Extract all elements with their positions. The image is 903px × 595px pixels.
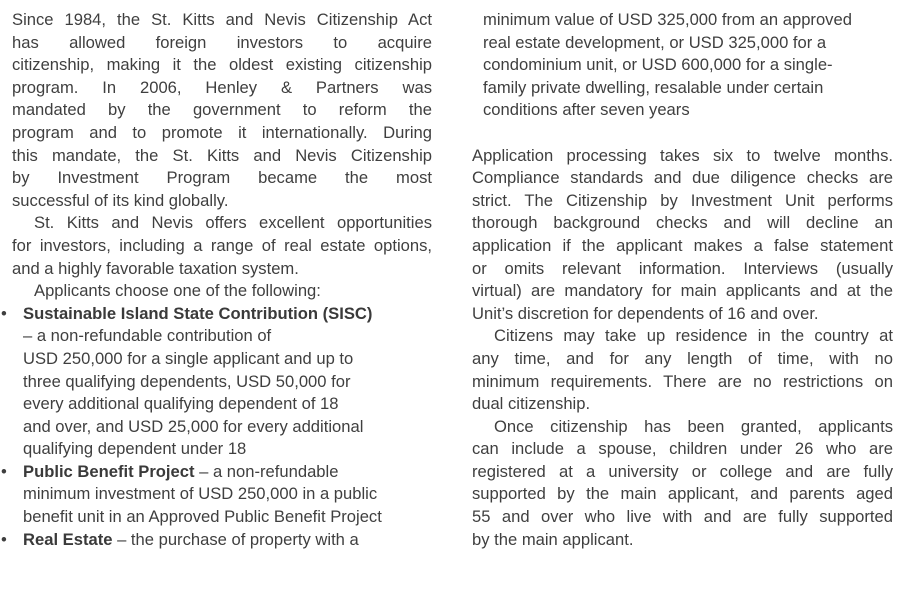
text-line: USD 250,000 for a single applicant and up to: [23, 348, 354, 368]
text-line: Since 1984, the St. Kitts and Nevis Citizenship Act: [12, 10, 432, 29]
text-line: 55 and over who live with and are fully supported: [472, 507, 893, 527]
text-line: conditions after seven years: [483, 100, 690, 120]
text-line: successful of its kind globally.: [12, 190, 229, 210]
text-line: Applicants choose one of the following:: [34, 281, 321, 301]
bullet-text: – a non-refundable: [194, 461, 339, 481]
left-column: [1, 9, 432, 551]
bullet-icon: •: [1, 303, 7, 323]
paragraph-spacer: [472, 122, 893, 145]
bullet-first-line: [1, 461, 432, 484]
text-line: virtual) are mandatory for main applicants and at the: [472, 281, 893, 301]
text-line: any time, and for any length of time, with no: [472, 348, 893, 368]
text-line: minimum requirements. There are no restrictions on: [472, 371, 893, 391]
text-line: this mandate, the St. Kitts and Nevis Citizenship: [12, 145, 432, 165]
text-line: program and to promote it internationally. During: [12, 122, 432, 142]
bullet-icon: •: [1, 461, 7, 481]
text-line: real estate development, or USD 325,000 for a: [483, 32, 827, 52]
text-line: minimum value of USD 325,000 from an approved: [483, 10, 852, 29]
paragraph: [472, 145, 893, 326]
text-line: by the main applicant.: [472, 529, 634, 549]
text-line: registered at a university or college and are fully: [472, 461, 893, 481]
text-line: – a non-refundable contribution of: [23, 326, 272, 346]
text-line: condominium unit, or USD 600,000 for a single-: [483, 55, 833, 75]
paragraph: [12, 280, 432, 303]
text-line: and a highly favorable taxation system.: [12, 258, 299, 278]
bullet-first-line: [1, 303, 432, 326]
text-line: or omits relevant information. Interviews (usually: [472, 258, 893, 278]
text-line: benefit unit in an Approved Public Benefit Project: [23, 507, 382, 527]
text-line: Compliance standards and due diligence checks are: [472, 168, 893, 188]
bullet-item: [1, 303, 432, 461]
bullet-first-line: [1, 529, 432, 552]
bullet-label: Sustainable Island State Contribution (SISC): [23, 303, 373, 323]
text-line: strict. The Citizenship by Investment Unit performs: [472, 190, 893, 210]
bullet-continuation: [472, 9, 893, 122]
text-line: Citizens may take up residence in the country at: [494, 326, 893, 346]
text-line: three qualifying dependents, USD 50,000 for: [23, 371, 351, 391]
bullet-label: Public Benefit Project: [23, 461, 195, 481]
text-line: thorough background checks and will decline an: [472, 213, 893, 233]
text-line: Application processing takes six to twelve months.: [472, 145, 893, 165]
text-line: and over, and USD 25,000 for every additional: [23, 416, 364, 436]
text-line: application if the applicant makes a false statement: [472, 235, 893, 255]
text-line: by Investment Program became the most: [12, 168, 432, 188]
text-line: minimum investment of USD 250,000 in a public: [23, 484, 378, 504]
text-line: family private dwelling, resalable under certain: [483, 77, 824, 97]
paragraph: [472, 325, 893, 415]
paragraph: [12, 212, 432, 280]
text-line: can include a spouse, children under 26 who are: [472, 439, 893, 459]
text-line: has allowed foreign investors to acquire: [12, 32, 432, 52]
text-line: Unit’s discretion for dependents of 16 and over.: [472, 303, 819, 323]
text-line: dual citizenship.: [472, 394, 591, 414]
bullet-item: [1, 461, 432, 529]
text-line: Once citizenship has been granted, applicants: [494, 416, 893, 436]
bullet-icon: •: [1, 529, 7, 549]
bullet-text: – the purchase of property with a: [112, 529, 359, 549]
right-column: [472, 9, 893, 551]
text-line: St. Kitts and Nevis offers excellent opportunities: [34, 213, 432, 233]
paragraph: [472, 416, 893, 552]
text-line: program. In 2006, Henley & Partners was: [12, 77, 432, 97]
bullet-item: [1, 529, 432, 552]
text-line: every additional qualifying dependent of 18: [23, 394, 339, 414]
text-line: for investors, including a range of real estate options,: [12, 235, 432, 255]
text-line: qualifying dependent under 18: [23, 439, 247, 459]
paragraph: [12, 9, 432, 212]
bullet-label: Real Estate: [23, 529, 113, 549]
text-line: supported by the main applicant, and parents aged: [472, 484, 893, 504]
text-line: mandated by the government to reform the: [12, 100, 432, 120]
text-line: citizenship, making it the oldest existing citizenship: [12, 55, 432, 75]
